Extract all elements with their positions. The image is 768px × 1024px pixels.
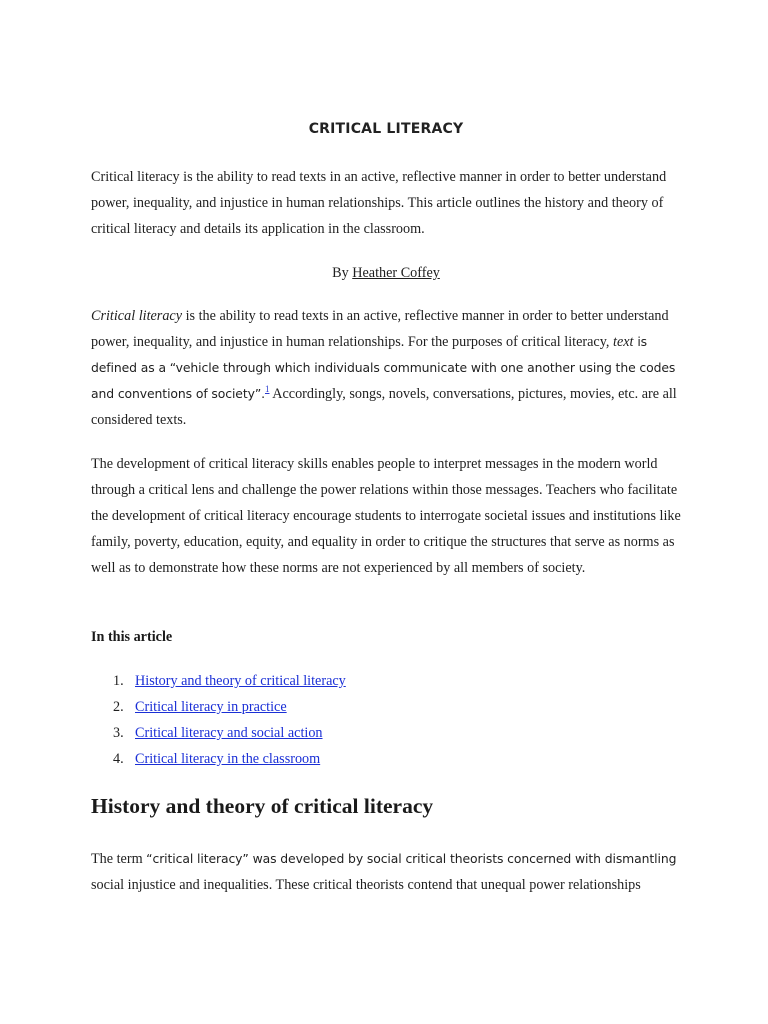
history-text-2: social injustice and inequalities. These critical theorists contend that unequal power relationships bbox=[91, 877, 641, 893]
definition-text-3: Accordingly, songs, novels, conversations, pictures, movies, etc. are all considered texts. bbox=[91, 386, 677, 428]
definition-paragraph bbox=[91, 303, 681, 433]
toc-link-social-action[interactable]: Critical literacy and social action bbox=[135, 725, 323, 741]
toc-link-in-practice[interactable]: Critical literacy in practice bbox=[135, 699, 287, 715]
toc-item bbox=[91, 720, 681, 746]
history-text-1: The term bbox=[91, 851, 147, 867]
toc-link-history-theory[interactable]: History and theory of critical literacy bbox=[135, 673, 346, 689]
history-quote: “critical literacy” was developed by social critical theorists concerned with dismantling bbox=[146, 851, 677, 866]
term-critical-literacy: Critical literacy bbox=[91, 308, 183, 324]
intro-paragraph: Critical literacy is the ability to read texts in an active, reflective manner in order to better understand power, inequality, and injustice in human relationships. This article outlines the history and theory of critical literacy and details its application in the classroom. bbox=[91, 169, 667, 237]
table-of-contents bbox=[91, 668, 681, 772]
author-link[interactable]: Heather Coffey bbox=[352, 265, 440, 281]
toc-item-number: 4. bbox=[113, 751, 124, 767]
toc-item bbox=[91, 668, 681, 694]
toc-heading: In this article bbox=[91, 629, 173, 645]
history-paragraph bbox=[91, 846, 681, 898]
definition-quote: “vehicle through which individuals communicate with one another using the codes and conventions of society”. bbox=[91, 360, 676, 401]
toc-link-classroom[interactable]: Critical literacy in the classroom bbox=[135, 751, 321, 767]
toc-item-number: 3. bbox=[113, 725, 124, 741]
definition-text-2: is defined as a bbox=[91, 334, 648, 375]
document-title: CRITICAL LITERACY bbox=[308, 121, 464, 137]
toc-item-number: 2. bbox=[113, 699, 124, 715]
byline-prefix: By bbox=[332, 265, 353, 281]
toc-item bbox=[91, 746, 681, 772]
definition-text-1: is the ability to read texts in an active, reflective manner in order to better understand power, inequality, and injustice in human relationships. For the purposes of critical literacy, bbox=[91, 308, 669, 350]
toc-item-number: 1. bbox=[113, 673, 124, 689]
byline bbox=[91, 260, 681, 286]
footnote-link[interactable]: 1 bbox=[264, 384, 270, 394]
development-paragraph: The development of critical literacy skills enables people to interpret messages in the modern world through a critical lens and challenge the power relations within those messages. Teachers who facilitate the development of critical literacy encourage students to interrogate societal issues and institutions like family, poverty, education, equity, and equality in order to critique the structures that serve as norms as well as to demonstrate how these norms are not experienced by all members of society. bbox=[91, 456, 681, 576]
term-text: text bbox=[613, 334, 634, 350]
section-heading: History and theory of critical literacy bbox=[91, 794, 434, 818]
toc-item bbox=[91, 694, 681, 720]
